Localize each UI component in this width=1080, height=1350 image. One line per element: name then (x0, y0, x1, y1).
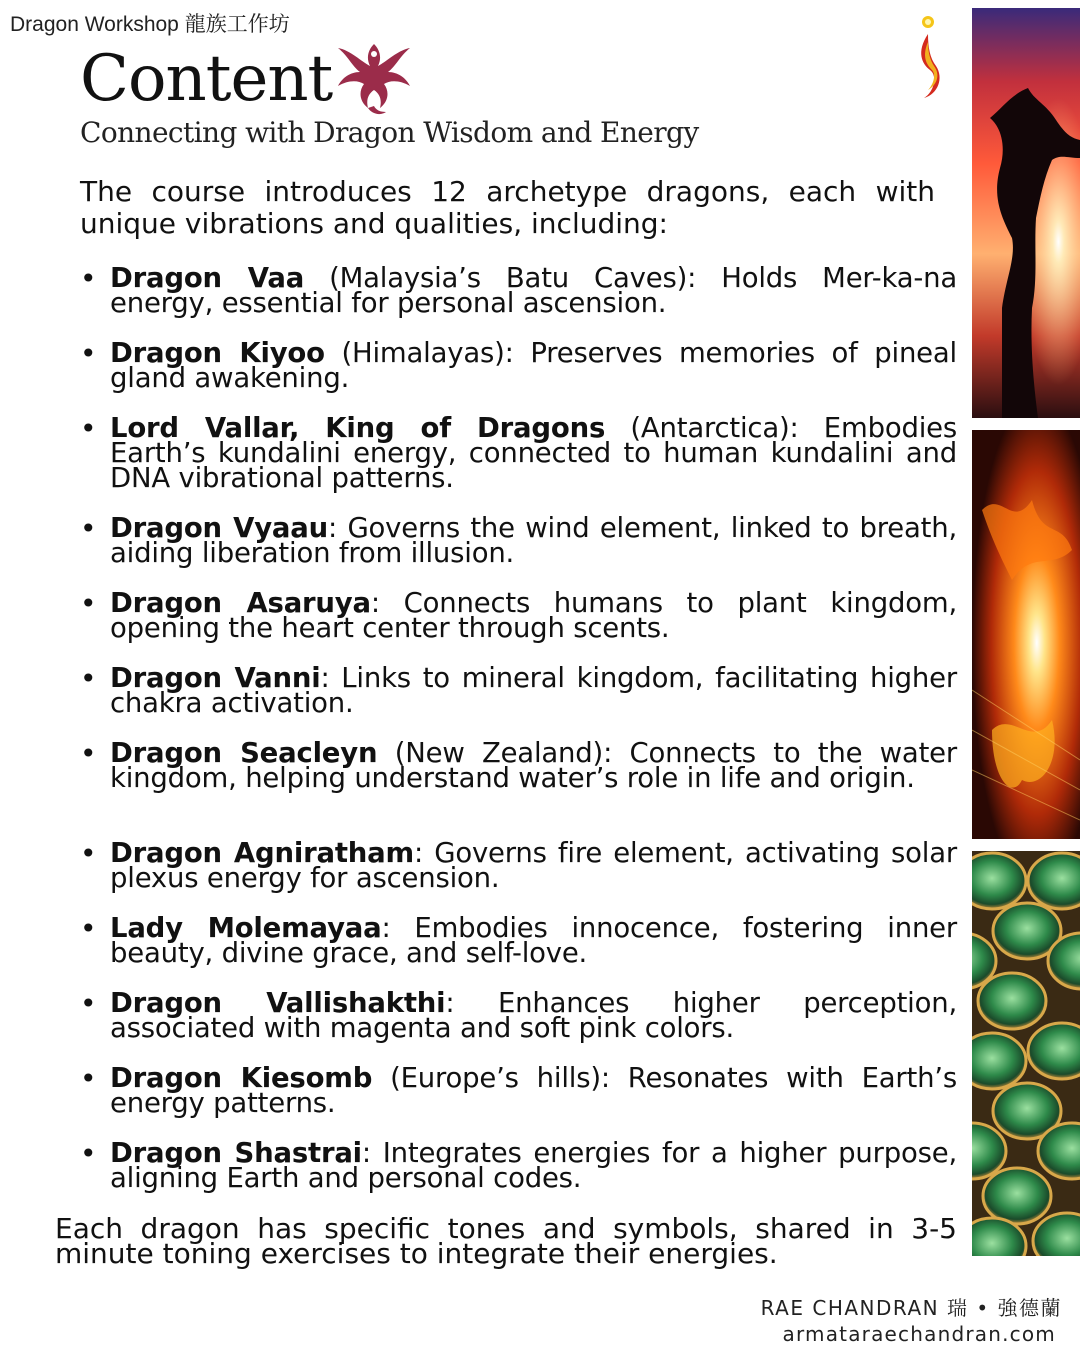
dragon-name: Dragon Agniratham (110, 837, 414, 869)
list-item (80, 662, 957, 741)
dragon-description: (Himalayas): Preserves memories of pineal gland awakening. (110, 337, 957, 394)
dragon-description: : Links to mineral kingdom, facilitating higher chakra activation. (110, 662, 957, 719)
dragon-icon (332, 36, 416, 120)
dragon-description: (New Zealand): Connects to the water kingdom, helping understand water’s role in life and origin. (110, 737, 957, 794)
bullet-icon: • (80, 1062, 97, 1095)
dragon-description: : Integrates energies for a higher purpose, aligning Earth and personal codes. (110, 1137, 957, 1194)
dragon-description: (Antarctica): Embodies Earth’s kundalini energy, connected to human kundalini and DNA vibrational patterns. (110, 412, 957, 494)
dragon-description: (Europe’s hills): Resonates with Earth’s energy patterns. (110, 1062, 957, 1119)
fire-dragon-image (972, 430, 1080, 839)
list-item (80, 412, 957, 516)
list-item (80, 912, 957, 991)
list-item (80, 1137, 957, 1216)
list-item (80, 1062, 957, 1141)
bullet-icon: • (80, 412, 97, 445)
page-title: Content (80, 42, 333, 116)
bullet-icon: • (80, 987, 97, 1020)
dragon-name: Dragon Vyaau (110, 512, 329, 544)
dragon-name: Dragon Vallishakthi (110, 987, 446, 1019)
bullet-icon: • (80, 837, 97, 870)
flame-logo-icon (908, 12, 948, 104)
bullet-icon: • (80, 912, 97, 945)
list-item (80, 837, 957, 916)
bullet-icon: • (80, 662, 97, 695)
bullet-icon: • (80, 337, 97, 370)
dragon-description: (Malaysia’s Batu Caves): Holds Mer-ka-na energy, essential for personal ascension. (110, 262, 957, 319)
author-name: RAE CHANDRAN 瑞 • 強德蘭 (760, 1296, 1062, 1320)
dragon-description: : Connects humans to plant kingdom, opening the heart center through scents. (110, 587, 957, 644)
list-item (80, 587, 957, 666)
dragon-name: Dragon Vaa (110, 262, 305, 294)
bullet-icon: • (80, 1137, 97, 1170)
dragon-name: Lord Vallar, King of Dragons (110, 412, 606, 444)
page-subtitle: Connecting with Dragon Wisdom and Energy (80, 116, 699, 149)
dragon-name: Dragon Shastrai (110, 1137, 362, 1169)
closing-paragraph: Each dragon has specific tones and symbols, shared in 3-5 minute toning exercises to integrate their energies. (55, 1212, 957, 1270)
bullet-icon: • (80, 587, 97, 620)
dragon-name: Lady Molemayaa (110, 912, 382, 944)
dragon-description: : Embodies innocence, fostering inner beauty, divine grace, and self-love. (110, 912, 957, 969)
list-item (80, 337, 957, 416)
list-item (80, 512, 957, 591)
list-item (80, 737, 957, 841)
bullet-icon: • (80, 737, 97, 770)
dragon-description: : Enhances higher perception, associated with magenta and soft pink colors. (110, 987, 957, 1044)
bullet-icon: • (80, 512, 97, 545)
website-url: armataraechandran.com (782, 1322, 1056, 1346)
dragon-name: Dragon Kiesomb (110, 1062, 373, 1094)
intro-paragraph: The course introduces 12 archetype dragons, each with unique vibrations and qualities, including: (80, 175, 935, 240)
list-item (80, 987, 957, 1066)
dragon-list (80, 262, 957, 1216)
bullet-icon: • (80, 262, 97, 295)
dragon-name: Dragon Asaruya (110, 587, 371, 619)
dragon-name: Dragon Vanni (110, 662, 321, 694)
dragon-scales-image (972, 851, 1080, 1256)
brand-label: Dragon Workshop 龍族工作坊 (10, 13, 290, 36)
sunset-dragon-image (972, 8, 1080, 418)
dragon-description: : Governs the wind element, linked to breath, aiding liberation from illusion. (110, 512, 957, 569)
list-item (80, 262, 957, 341)
dragon-description: : Governs fire element, activating solar plexus energy for ascension. (110, 837, 957, 894)
dragon-name: Dragon Seacleyn (110, 737, 378, 769)
dragon-name: Dragon Kiyoo (110, 337, 325, 369)
